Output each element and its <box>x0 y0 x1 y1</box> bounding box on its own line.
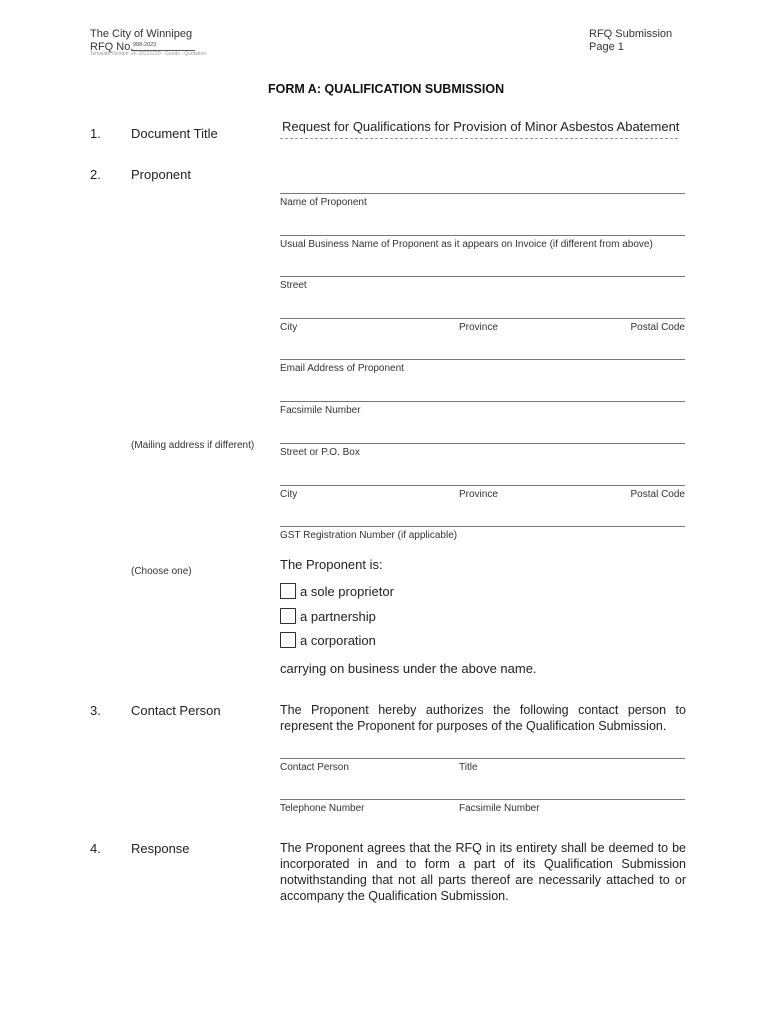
telephone-caption: Telephone Number <box>280 803 365 814</box>
document-title-line <box>280 138 678 139</box>
postal-code-caption: Postal Code <box>630 322 685 333</box>
name-of-proponent-caption: Name of Proponent <box>280 197 367 208</box>
sole-proprietor-label: a sole proprietor <box>300 584 394 599</box>
gst-field[interactable] <box>280 526 685 527</box>
mailing-city-caption: City <box>280 489 298 500</box>
carrying-on-business-text: carrying on business under the above name. <box>280 661 537 676</box>
choose-one-note: (Choose one) <box>131 566 192 577</box>
name-of-proponent-field[interactable] <box>280 193 685 194</box>
template-note: Template Version: eF 20221220 - Goods - Quotation <box>90 51 206 57</box>
fax-caption: Facsimile Number <box>280 405 361 416</box>
fax-field[interactable] <box>280 401 685 402</box>
gst-caption: GST Registration Number (if applicable) <box>280 530 458 541</box>
email-caption: Email Address of Proponent <box>280 363 404 374</box>
page-number: Page 1 <box>589 41 624 53</box>
mailing-address-note: (Mailing address if different) <box>131 440 255 451</box>
rfq-no-value: 988-2023 <box>133 42 157 48</box>
street-field[interactable] <box>280 276 685 277</box>
mailing-city-province-postal-field[interactable] <box>280 485 685 486</box>
contact-person-authorization-text: The Proponent hereby authorizes the following contact person to represent the Proponent for purposes of the Qualification Submission. <box>280 703 686 733</box>
city-caption: City <box>280 322 298 333</box>
section-2-label: Proponent <box>131 167 191 182</box>
partnership-checkbox[interactable] <box>280 608 296 624</box>
telephone-fax-field[interactable] <box>280 799 685 800</box>
section-3-label: Contact Person <box>131 703 221 718</box>
city-name: The City of Winnipeg <box>90 28 193 40</box>
title-caption: Title <box>459 762 478 773</box>
business-name-caption: Usual Business Name of Proponent as it appears on Invoice (if different from above) <box>280 239 653 250</box>
street-po-caption: Street or P.O. Box <box>280 447 360 458</box>
partnership-label: a partnership <box>300 609 376 624</box>
sole-proprietor-checkbox[interactable] <box>280 583 296 599</box>
rfq-no-label: RFQ No. <box>90 41 134 53</box>
rfq-submission-label: RFQ Submission <box>589 28 673 40</box>
contact-title-field[interactable] <box>280 758 685 759</box>
section-1-number: 1. <box>90 126 101 141</box>
city-province-postal-field[interactable] <box>280 318 685 319</box>
section-2-number: 2. <box>90 167 101 182</box>
facsimile-caption: Facsimile Number <box>459 803 540 814</box>
business-name-field[interactable] <box>280 235 685 236</box>
mailing-postal-code-caption: Postal Code <box>630 489 685 500</box>
street-caption: Street <box>280 280 307 291</box>
street-po-field[interactable] <box>280 443 685 444</box>
province-caption: Province <box>459 322 498 333</box>
contact-person-caption: Contact Person <box>280 762 349 773</box>
email-field[interactable] <box>280 359 685 360</box>
mailing-province-caption: Province <box>459 489 498 500</box>
section-4-number: 4. <box>90 841 101 856</box>
response-agreement-text: The Proponent agrees that the RFQ in its entirety shall be deemed to be incorporated in and to form a part of its Qualification Submission notwithstanding that not all parts thereof are necessarily attached to or accompany the Qualification Submission. <box>280 841 686 903</box>
section-4-label: Response <box>131 841 190 856</box>
proponent-is-label: The Proponent is: <box>280 557 383 572</box>
section-1-label: Document Title <box>131 126 218 141</box>
corporation-checkbox[interactable] <box>280 632 296 648</box>
corporation-label: a corporation <box>300 633 376 648</box>
form-title: FORM A: QUALIFICATION SUBMISSION <box>268 82 505 96</box>
document-title-value: Request for Qualifications for Provision of Minor Asbestos Abatement <box>282 119 680 134</box>
section-3-number: 3. <box>90 703 101 718</box>
